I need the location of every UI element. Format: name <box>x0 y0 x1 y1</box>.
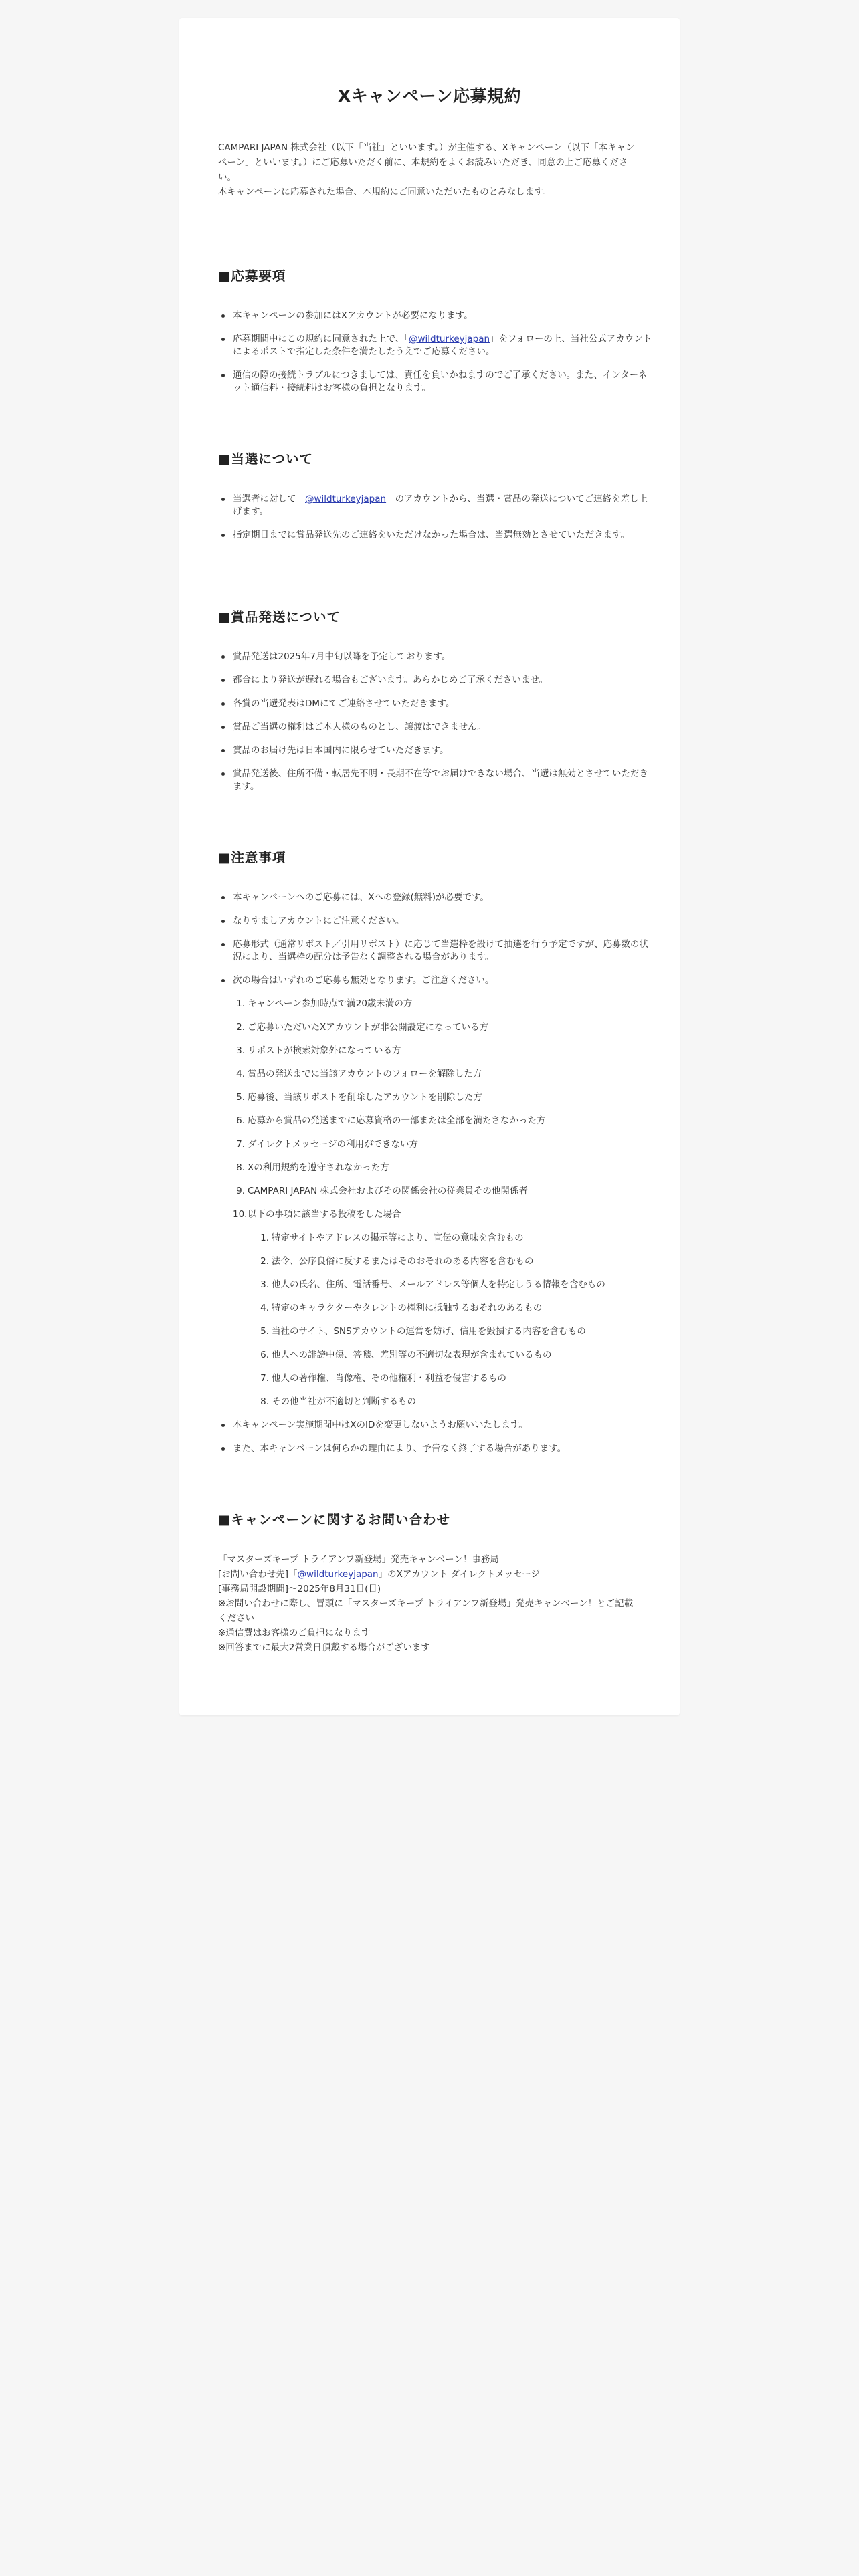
section-heading-notes: ■注意事項 <box>218 850 286 865</box>
contact-info <box>218 1552 641 1655</box>
sub-numbered-item: 5. 当社のサイト、SNSアカウントの運営を妨げ、信用を毀損する内容を含むもの <box>260 1326 586 1337</box>
list-item <box>233 1442 656 1455</box>
contact-line: [事務局開設期間]～2025年8月31日(日) <box>218 1584 381 1594</box>
list-item-text: なりすましアカウントにご注意ください。 <box>233 916 405 926</box>
contact-text: [お問い合わせ先]「 <box>218 1569 298 1580</box>
page-title: Xキャンペーン応募規約 <box>337 86 522 106</box>
sub-numbered-item-text: 特定のキャラクターやタレントの権利に抵触するおそれのあるもの <box>272 1303 543 1313</box>
contact-line: ※お問い合わせに際し、冒頭に「マスターズキープ トライアンフ新登場」発売キャンペーン！とご記載ください <box>218 1598 634 1624</box>
list-item-text: 」のアカウントから、当選・賞品の発送についてご連絡を差し上げます。 <box>233 494 648 517</box>
list-item-text: 当選者に対して「 <box>233 494 305 504</box>
list-item <box>233 768 656 793</box>
contact-line <box>218 1567 641 1582</box>
list-item <box>233 674 656 687</box>
list-item <box>233 369 656 395</box>
sub-numbered-item-text: その他当社が不適切と判断するもの <box>272 1396 416 1407</box>
list-item-text: 賞品発送は2025年7月中旬以降を予定しております。 <box>233 651 451 662</box>
list-item <box>233 493 656 518</box>
section-heading-shipping: ■賞品発送について <box>218 609 341 625</box>
sub-numbered-item-text: 特定サイトやアドレスの掲示等により、宣伝の意味を含むもの <box>272 1232 524 1243</box>
list-item <box>233 891 656 904</box>
contact-line: ※回答までに最大2営業日頂戴する場合がございます <box>218 1642 430 1653</box>
winning-list <box>218 493 656 552</box>
list-item-text: 本キャンペーンの参加にはXアカウントが必要になります。 <box>233 310 473 321</box>
numbered-item: 5. 応募後、当該リポストを削除したアカウントを削除した方 <box>236 1092 482 1103</box>
numbered-item: 10. 以下の事項に該当する投稿をした場合 1. 特定サイトやアドレスの掲示等により、宣伝の意味を含むもの 2. 法令、公序良俗に反するまたはそのおそれのある内容を含むもの 3. 他人の氏名、住所、電話番号、メールアドレス等個人を特定しうる情報を含むもの 4. 特定のキャラクターやタレントの権利に抵触するおそれのあるもの 5. 当社のサイト、SNSアカウントの運営を妨げ、信用を毀損する内容を含むもの 6. 他人への誹謗中傷、答嗾、差別等の不適切な表現が含まれているもの 7. 他人の著作権、肖像権、その他権利・利益を侵害するもの 8. その他当社が不適切と判断するもの <box>248 1208 656 1408</box>
list-item <box>233 974 656 1408</box>
intro-paragraph: 本キャンペーンに応募された場合、本規約にご同意いただいたものとみなします。 <box>218 187 552 197</box>
numbered-item-text: 賞品の発送までに当該アカウントのフォローを解除した方 <box>248 1069 482 1079</box>
sub-numbered-item: 2. 法令、公序良俗に反するまたはそのおそれのある内容を含むもの <box>260 1256 534 1267</box>
list-item <box>233 915 656 928</box>
list-item <box>233 651 656 663</box>
numbered-item: 6. 応募から賞品の発送までに応募資格の一部または全部を満たさなかった方 <box>236 1115 546 1126</box>
numbered-item: 4. 賞品の発送までに当該アカウントのフォローを解除した方 <box>236 1069 482 1079</box>
numbered-item-text: Xの利用規約を遵守されなかった方 <box>248 1162 389 1173</box>
list-item <box>233 697 656 710</box>
sub-numbered-item-text: 他人の著作権、肖像権、その他権利・利益を侵害するもの <box>272 1373 506 1384</box>
numbered-item-text: ダイレクトメッセージの利用ができない方 <box>248 1139 419 1150</box>
shipping-list <box>218 651 656 804</box>
sub-numbered-item-text: 法令、公序良俗に反するまたはそのおそれのある内容を含むもの <box>272 1256 534 1267</box>
numbered-item-text: キャンペーン参加時点で満20歳未満の方 <box>248 998 413 1009</box>
sub-numbered-item: 6. 他人への誹謗中傷、答嗾、差別等の不適切な表現が含まれているもの <box>260 1350 552 1360</box>
prohibited-posts-list <box>248 1232 656 1408</box>
sub-numbered-item: 1. 特定サイトやアドレスの掲示等により、宣伝の意味を含むもの <box>260 1232 524 1243</box>
twitter-handle-link[interactable]: @wildturkeyjapan <box>408 334 490 344</box>
sub-numbered-item: 4. 特定のキャラクターやタレントの権利に抵触するおそれのあるもの <box>260 1303 543 1313</box>
list-item <box>233 938 656 964</box>
twitter-handle-link[interactable]: @wildturkeyjapan <box>305 494 387 504</box>
list-item-text: 賞品のお届け先は日本国内に限らせていただきます。 <box>233 745 449 756</box>
list-item-text: 指定期日までに賞品発送先のご連絡をいただけなかった場合は、当選無効とさせていただきます。 <box>233 530 630 540</box>
list-item-text: 都合により発送が遅れる場合もございます。あらかじめご了承くださいませ。 <box>233 675 549 685</box>
numbered-item: 2. ご応募いただいたXアカウントが非公開設定になっている方 <box>236 1022 489 1033</box>
notes-list <box>218 891 656 1466</box>
numbered-item-text: リポストが検索対象外になっている方 <box>248 1045 401 1056</box>
intro-text <box>218 140 641 199</box>
list-item-text: 応募形式（通常リポスト／引用リポスト）に応じて当選枠を設けて抽選を行う予定ですが、応募数の状況により、当選枠の配分は予告なく調整される場合があります。 <box>233 939 648 962</box>
list-item-text: 本キャンペーンへのご応募には、Xへの登録(無料)が必要です。 <box>233 892 489 903</box>
list-item <box>233 333 656 358</box>
section-heading-winning: ■当選について <box>218 451 314 467</box>
contact-line: ※通信費はお客様のご負担になります <box>218 1628 371 1638</box>
numbered-item: 8. Xの利用規約を遵守されなかった方 <box>236 1162 389 1173</box>
intro-paragraph: CAMPARI JAPAN 株式会社（以下「当社」といいます。）が主催する、Xキャンペーン（以下「本キャンペーン」といいます。）にご応募いただく前に、本規約をよくお読みいただき、同意の上ご応募ください。 <box>218 142 635 183</box>
sub-numbered-item: 7. 他人の著作権、肖像権、その他権利・利益を侵害するもの <box>260 1373 506 1384</box>
list-item <box>233 721 656 734</box>
numbered-item: 1. キャンペーン参加時点で満20歳未満の方 <box>236 998 413 1009</box>
list-item <box>233 529 656 542</box>
numbered-item-text: ご応募いただいたXアカウントが非公開設定になっている方 <box>248 1022 489 1033</box>
list-item-text: 各賞の当選発表はDMにてご連絡させていただきます。 <box>233 698 455 709</box>
contact-line: 「マスターズキープ トライアンフ新登場」発売キャンペーン！事務局 <box>218 1554 499 1565</box>
list-item-text: 」をフォローの上、当社公式アカウントによるポストで指定した条件を満たしたうえでご応募ください。 <box>233 334 652 357</box>
sub-numbered-item-text: 他人の氏名、住所、電話番号、メールアドレス等個人を特定しうる情報を含むもの <box>272 1279 605 1290</box>
numbered-item: 7. ダイレクトメッセージの利用ができない方 <box>236 1139 419 1150</box>
list-item-text: また、本キャンペーンは何らかの理由により、予告なく終了する場合があります。 <box>233 1443 567 1454</box>
section-heading-requirements: ■応募要項 <box>218 268 286 284</box>
list-item-text: 応募期間中にこの規約に同意された上で、「 <box>233 334 409 344</box>
requirements-list <box>218 310 656 405</box>
numbered-item-text: 以下の事項に該当する投稿をした場合 <box>248 1209 401 1220</box>
list-item-text: 本キャンペーン実施期間中はXのIDを変更しないようお願いいたします。 <box>233 1420 528 1430</box>
numbered-item-text: CAMPARI JAPAN 株式会社およびその関係会社の従業員その他関係者 <box>248 1186 528 1196</box>
numbered-item-text: 応募から賞品の発送までに応募資格の一部または全部を満たさなかった方 <box>248 1115 546 1126</box>
section-heading-contact: ■キャンペーンに関するお問い合わせ <box>218 1512 451 1527</box>
sub-numbered-item: 8. その他当社が不適切と判断するもの <box>260 1396 416 1407</box>
contact-text: 」のXアカウント ダイレクトメッセージ <box>378 1569 541 1580</box>
invalid-cases-list <box>233 998 656 1408</box>
list-item-text: 賞品発送後、住所不備・転居先不明・長期不在等でお届けできない場合、当選は無効とさせていただきます。 <box>233 768 648 792</box>
sub-numbered-item: 3. 他人の氏名、住所、電話番号、メールアドレス等個人を特定しうる情報を含むもの <box>260 1279 605 1290</box>
list-item-text: 次の場合はいずれのご応募も無効となります。ご注意ください。 <box>233 975 494 986</box>
list-item-text: 通信の際の接続トラブルにつきましては、責任を負いかねますのでご了承ください。また、インターネット通信料・接続料はお客様の負担となります。 <box>233 370 647 393</box>
list-item-text: 賞品ご当選の権利はご本人様のものとし、譲渡はできません。 <box>233 722 486 732</box>
list-item <box>233 310 656 322</box>
numbered-item: 3. リポストが検索対象外になっている方 <box>236 1045 401 1056</box>
sub-numbered-item-text: 当社のサイト、SNSアカウントの運営を妨げ、信用を毀損する内容を含むもの <box>272 1326 586 1337</box>
twitter-handle-link[interactable]: @wildturkeyjapan <box>297 1569 379 1580</box>
sub-numbered-item-text: 他人への誹謗中傷、答嗾、差別等の不適切な表現が含まれているもの <box>272 1350 552 1360</box>
numbered-item-text: 応募後、当該リポストを削除したアカウントを削除した方 <box>248 1092 482 1103</box>
terms-card <box>179 18 680 1715</box>
list-item <box>233 1419 656 1432</box>
list-item <box>233 744 656 757</box>
numbered-item: 9. CAMPARI JAPAN 株式会社およびその関係会社の従業員その他関係者 <box>236 1186 528 1196</box>
